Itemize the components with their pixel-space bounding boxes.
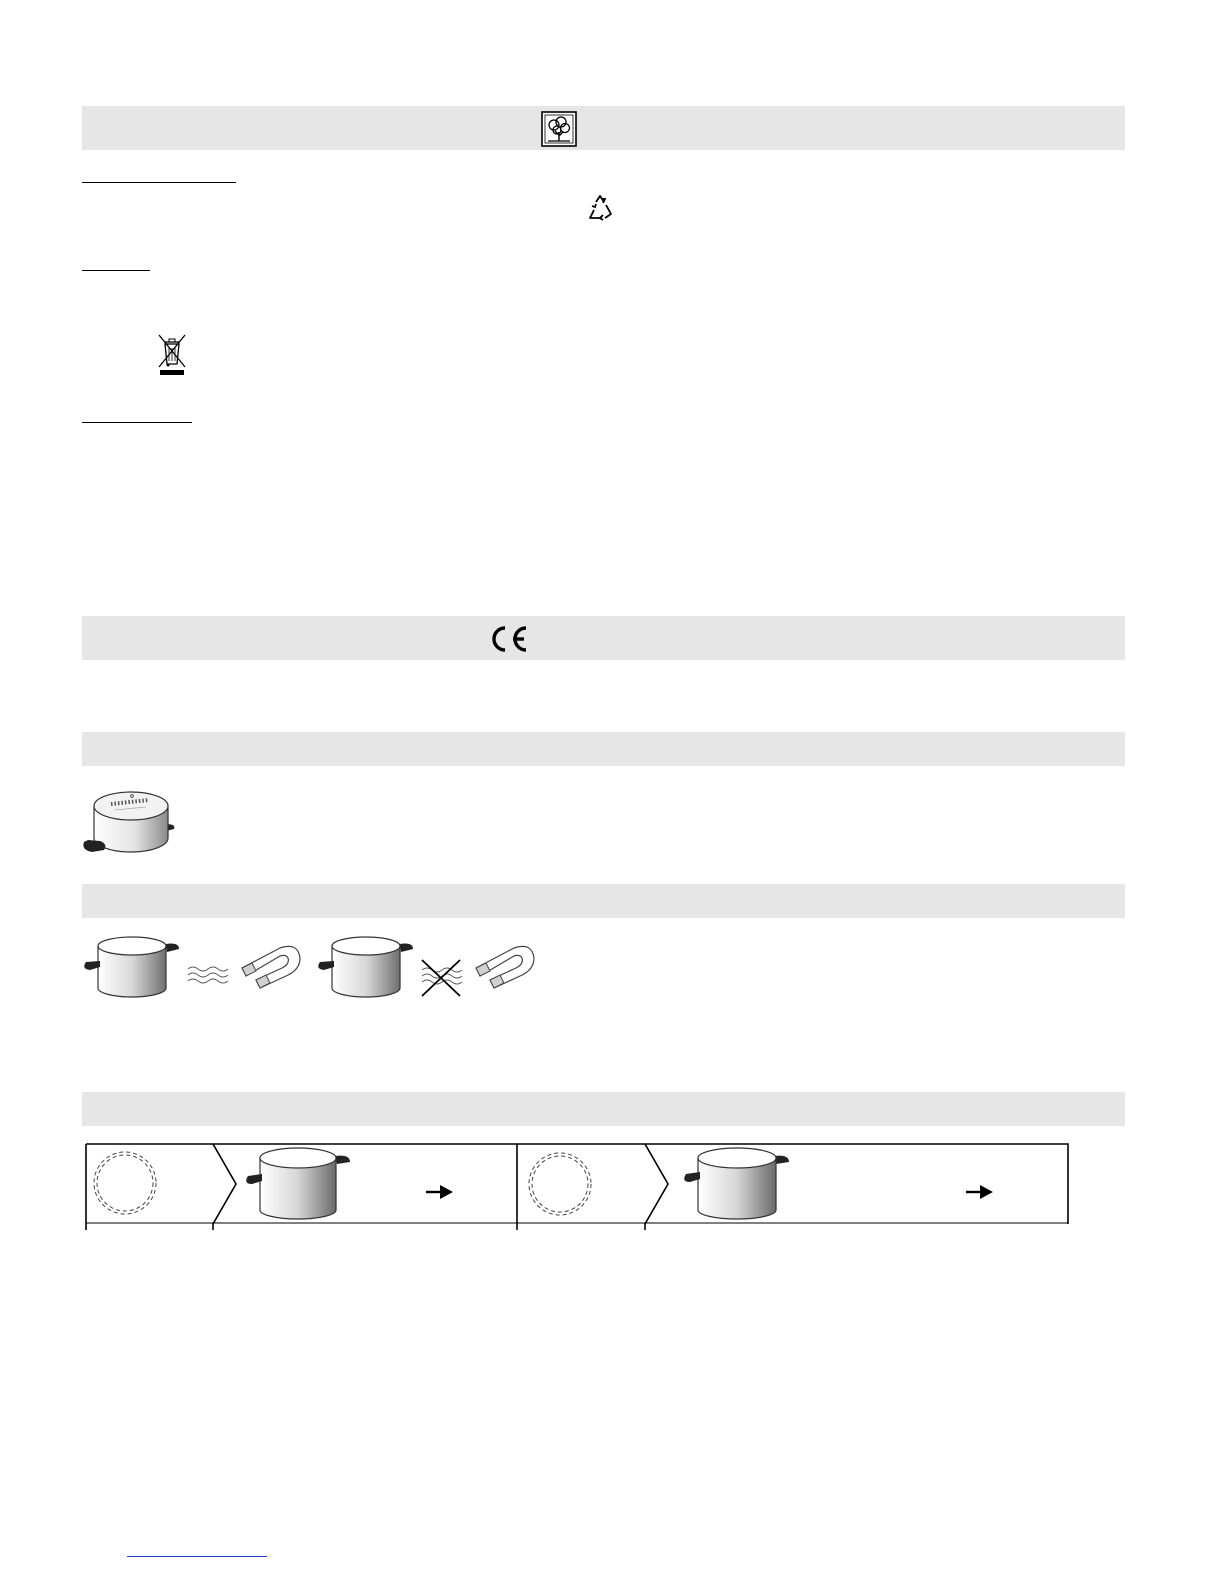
section-header-cookware-test — [82, 732, 1125, 766]
magnetic-attraction-icon — [186, 964, 228, 986]
section-header-conformity — [82, 616, 1125, 660]
ce-mark-icon — [486, 622, 530, 656]
heading-underline-product — [82, 270, 150, 271]
arrow-right-icon — [966, 1185, 993, 1199]
footer-link[interactable] — [127, 1556, 267, 1557]
crossed-bin-icon — [156, 334, 188, 376]
pot-illustration-non-ferromagnetic — [316, 934, 420, 1000]
recycle-icon — [586, 194, 614, 222]
section-header-pan-detection — [82, 1092, 1125, 1126]
pan-detection-diagram — [82, 1140, 1074, 1232]
magnet-icon — [238, 942, 302, 992]
arrow-right-icon — [426, 1185, 453, 1199]
section-header-cookware-magnet — [82, 884, 1125, 918]
induction-pot-illustration — [82, 780, 182, 860]
section-header-environment — [82, 106, 1125, 150]
heading-underline-disposal — [82, 422, 192, 423]
pot-illustration-ferromagnetic — [82, 934, 186, 1000]
eco-tree-icon — [540, 110, 578, 148]
no-attraction-cross-icon — [420, 958, 462, 998]
magnet-icon — [472, 942, 536, 992]
heading-underline-packaging — [82, 182, 236, 183]
